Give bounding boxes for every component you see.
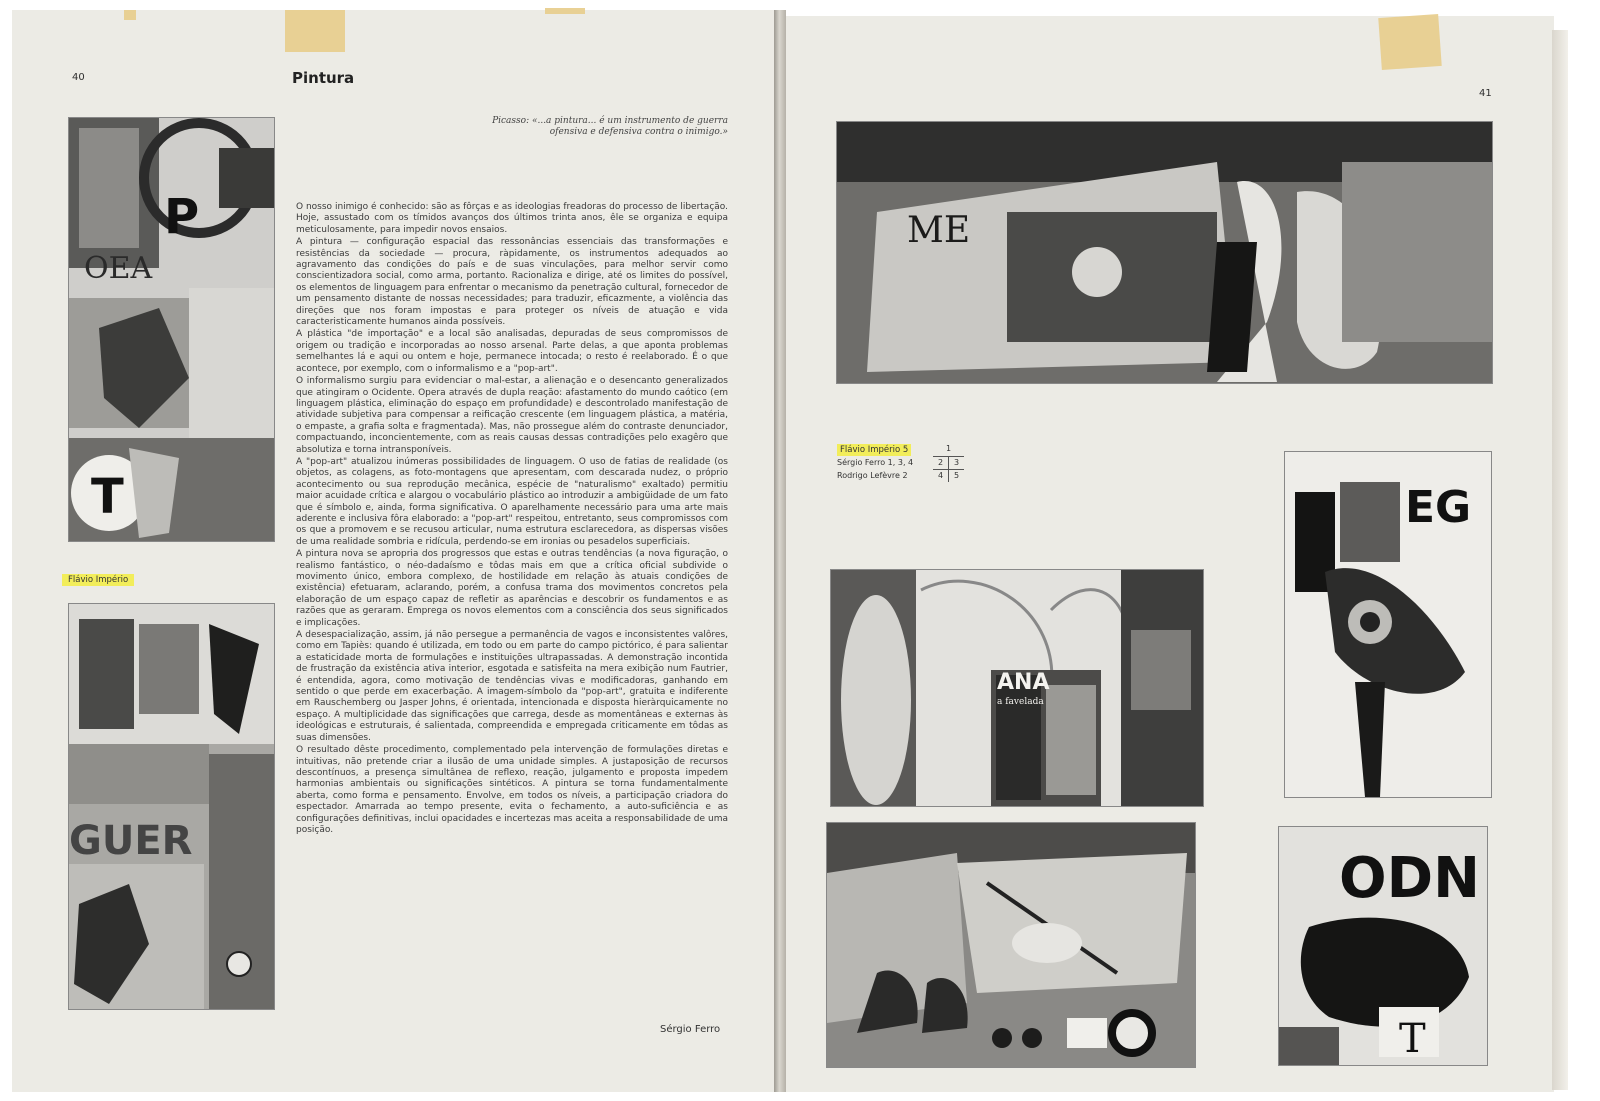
- artwork-image: [68, 603, 275, 1010]
- artwork-image: [830, 569, 1204, 807]
- artwork-image: [836, 121, 1493, 384]
- tape-strip: [545, 8, 585, 14]
- image-credits: [837, 443, 913, 482]
- credit-highlighted: Flávio Império 5: [837, 444, 911, 456]
- artwork-collage: [69, 118, 274, 541]
- svg-text:EG: EG: [1405, 482, 1472, 533]
- epigraph-line: Picasso: «...a pintura... é um instrumento de guerra: [492, 116, 728, 126]
- artwork-painting: [837, 122, 1492, 383]
- article-paragraph: A desespacialização, assim, já não persegue a permanência de vagos e inconsistentes valôres, como em Tapiès: quando é utilizada, em todo ou em parte do campo pictórico, é para salientar a estaticidade morta de formulações e instituições ultrapassadas. A demonstração incontida de frustração da existência ativa interior, esgotada e satisfeita na mera exibição num Fautrier, é entendida, agora, como motivação de tendências vivas e modificadoras, ganhando em sentido o que perde em exacerbação. A imagem-símbolo da "pop-art", gratuita e indiferente em Rauschemberg ou Jasper Johns, é orientada, intencionada e disposta hieràrquicamente no espaço. A multiplicidade das significações que carrega, desde as momentâneas e externas às ideológicas e estruturais, é salientada, compreendida e empregada criticamente em tôdas as suas dimensões.: [296, 630, 728, 743]
- page-edges: [1552, 30, 1568, 1090]
- article-paragraph: A "pop-art" atualizou inúmeras possibilidades de linguagem. O uso de fatias de realidade (os objetos, as colagens, as foto-montagens que apresentam, com descarada nudez, o próprio acontecimento ou sua reprodução mecânica, espécie de "naturalismo" exaltado) permitiu maior acuidade crítica e alargou o vocabulário plástico ao introduzir a ambigüidade de um fato que é símbolo e, ainda, forma significativa. O aparelhamente necessário para uma arte mais aderente e inclusiva fôra elaborado: a "pop-art" respeitou, entretanto, seus compromissos com os que a promovem e se recusou articular, numa estrutura esclarecedora, as dispersas visões de uma realidade sombria e ridícula, perdendo-se em ironias ou pesadelos superficiais.: [296, 456, 728, 547]
- tape-strip: [285, 10, 345, 52]
- page-title: Pintura: [292, 69, 355, 87]
- artwork-collage: [1285, 452, 1491, 797]
- artist-caption: [62, 567, 134, 586]
- svg-text:ODN: ODN: [1339, 846, 1480, 911]
- epigraph-line: ofensiva e defensiva contra o inimigo.»: [549, 127, 728, 137]
- artwork-collage: [1279, 827, 1487, 1065]
- grid-cell: 5: [949, 469, 964, 482]
- poster-subtitle: a favelada: [997, 697, 1044, 707]
- epigraph: [430, 116, 728, 138]
- credit-line: Rodrigo Lefèvre 2: [837, 471, 908, 480]
- credit-line: [837, 443, 913, 456]
- page-number: 41: [1479, 88, 1492, 99]
- artwork-painting: [827, 823, 1195, 1067]
- tape-strip: [1378, 14, 1441, 70]
- svg-text:ME: ME: [907, 210, 971, 251]
- tape-strip: [124, 10, 136, 20]
- article-paragraph: O informalismo surgiu para evidenciar o mal-estar, a alienação e o desencanto generalizados que atingiram o Ocidente. Opera através de dupla reação: afastamento do mundo caótico (em linguagem plástica, eliminação do espaço em profundidade) e descontrolado manifestação de atividade subjetiva para compensar a reificação crescente (em linguagem plástica, a matéria, o empaste, a grafia solta e fragmentada). Mas, não prossegue além do contraste denunciador, compactuando, inconcientemente, com as reais causas dessas contradições pelo exagêro que absolutiza e torna intransponíveis.: [296, 376, 728, 455]
- artwork-collage: [69, 604, 274, 1009]
- article-paragraph: O resultado dêste procedimento, complementado pela intervenção de formulações diretas e intuitivas, não pretende criar a ilusão de uma unidade simples. A justaposição de recursos descontínuos, a presença simultânea de reflexo, reação, julgamento e proposta impedem harmonias ambientais ou significações sintéticos. A pintura se torna fundamentalmente aberta, como forma e pensamento. Envolve, em todos os níveis, a participação criadora do espectador. Amarrada ao tempo presente, evita o fechamento, a auto-suficiência e as configurações definitivas, inclui opacidades e incertezas mas aceita a responsabilidade de uma posição.: [296, 745, 728, 835]
- artwork-image: [1284, 451, 1492, 798]
- artwork-image: [68, 117, 275, 542]
- svg-text:P: P: [164, 189, 200, 245]
- page-number: 40: [72, 72, 85, 83]
- article-body: [296, 202, 728, 837]
- grid-cell: 3: [949, 456, 964, 469]
- svg-text:T: T: [91, 469, 124, 525]
- svg-text:GUER: GUER: [69, 818, 193, 864]
- artwork-image: [1278, 826, 1488, 1066]
- grid-cell: 1: [945, 444, 952, 453]
- book-spine: [774, 10, 786, 1092]
- artist-caption-label: Flávio Império: [62, 574, 134, 586]
- artwork-image: [826, 822, 1196, 1068]
- poster-title: ANA: [997, 670, 1050, 695]
- article-paragraph: A plástica "de importação" e a local são analisadas, depuradas de seus compromissos de origem ou tradição e incorporadas ao nosso arsenal. Parte delas, a que aponta problemas semelhantes lá e aqui ou ontem e hoje, permanece intocada; o resto é reelaborado. É o que acontece, por exemplo, com o informalismo e a "pop-art".: [296, 329, 728, 374]
- author-signature: Sérgio Ferro: [660, 1024, 721, 1035]
- grid-cell: 2: [933, 456, 949, 469]
- credit-line: Sérgio Ferro 1, 3, 4: [837, 458, 914, 467]
- article-paragraph: A pintura — configuração espacial das ressonâncias essenciais das transformações e resistências da sociedade — procura, ràpidamente, os instrumentos adequados ao agravamento das condições do país e de suas vinculações, para melhor servir como conscientizadora social, como arma, portanto. Racionaliza e dirige, até os limites do possível, os elementos de linguagem para enfrentar o mecanismo da penetração cultural, fornecedor de um pensamento distante de nossas necessidades; para traduzir, eficazmente, a violência das direções que nos foram impostas e para proteger os níveis de atuação e vida caracteristicamente humanos ainda possíveis.: [296, 237, 728, 328]
- article-paragraph: O nosso inimigo é conhecido: são as fôrças e as ideologias freadoras do processo de libertação. Hoje, assustado com os tímidos avanços dos últimos trinta anos, êle se organiza e equipa meticulosamente, para impedir novos ensaios.: [296, 202, 728, 235]
- grid-cell: 4: [933, 469, 949, 482]
- article-paragraph: A pintura nova se apropria dos progressos que estas e outras tendências (a nova figuração, o realismo fantástico, o néo-dadaísmo e tôdas mais em que a crítica oficial subdivide o movimento único, embora complexo, de hostilidade em relação às atuais condições de existência) efetuaram, aclarando, porém, a confusa trama dos movimentos concretos pela elaboração de um espaço capaz de refletir as aparências e descobrir os fundamentos e as razões que as geraram. Emprega os novos elementos com a consciência dos seus significados e implicações.: [296, 549, 728, 628]
- svg-text:OEA: OEA: [84, 251, 153, 286]
- svg-text:T: T: [1399, 1016, 1426, 1062]
